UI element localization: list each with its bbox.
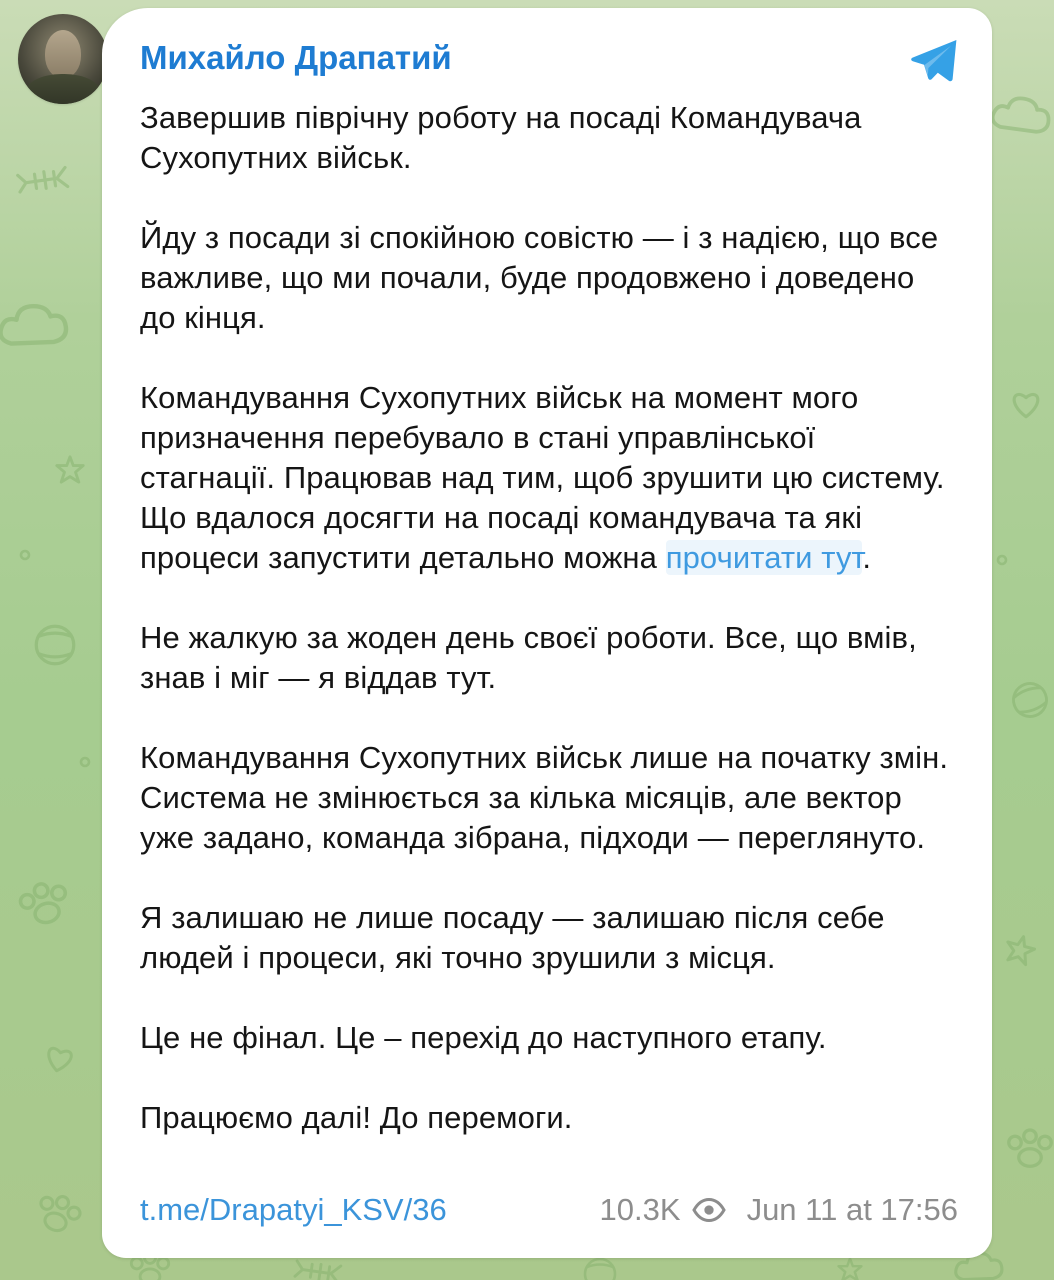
- message-paragraph: Командування Сухопутних військ лише на початку змін. Система не змінюється за кілька місяців, але вектор уже задано, команда зібрана, підходи — переглянуто.: [140, 740, 949, 855]
- message-paragraph: Йду з посади зі спокійною совістю — і з надією, що все важливе, що ми почали, буде продовжено і доведено до кінця.: [140, 220, 939, 335]
- message-paragraph: Не жалкую за жоден день своєї роботи. Все, що вмів, знав і міг — я віддав тут.: [140, 620, 917, 695]
- message-paragraph: Завершив піврічну роботу на посаді Командувача Сухопутних військ.: [140, 100, 862, 175]
- paragraph-text: .: [862, 540, 872, 575]
- message-footer: [140, 1192, 958, 1228]
- avatar-photo: [18, 14, 108, 104]
- avatar[interactable]: [18, 14, 108, 104]
- message-paragraph: Я залишаю не лише посаду — залишаю після себе людей і процеси, які точно зрушили з місця.: [140, 900, 885, 975]
- post-meta: [600, 1192, 958, 1228]
- message-paragraph: Працюємо далі! До перемоги.: [140, 1100, 573, 1135]
- post-timestamp: Jun 11 at 17:56: [746, 1192, 958, 1227]
- telegram-paper-plane-icon[interactable]: [910, 38, 958, 86]
- message-paragraph: [140, 378, 958, 578]
- channel-title[interactable]: Михайло Драпатий: [140, 39, 452, 76]
- message-text: [140, 98, 958, 1138]
- views-count: 10.3K: [599, 1192, 681, 1227]
- read-here-link[interactable]: прочитати тут: [665, 540, 863, 575]
- message-header: [140, 38, 958, 86]
- views-eye-icon: [691, 1192, 727, 1228]
- post-permalink-link[interactable]: t.me/Drapatyi_KSV/36: [140, 1192, 447, 1227]
- message-bubble: [102, 8, 992, 1258]
- message-paragraph: Це не фінал. Це – перехід до наступного етапу.: [140, 1020, 827, 1055]
- paragraph-text: Командування Сухопутних військ на момент мого призначення перебувало в стані управлінської стагнації. Працював над тим, щоб зрушити цю систему. Що вдалося досягти на посаді командувача та які процеси запустити детально можна: [140, 380, 945, 575]
